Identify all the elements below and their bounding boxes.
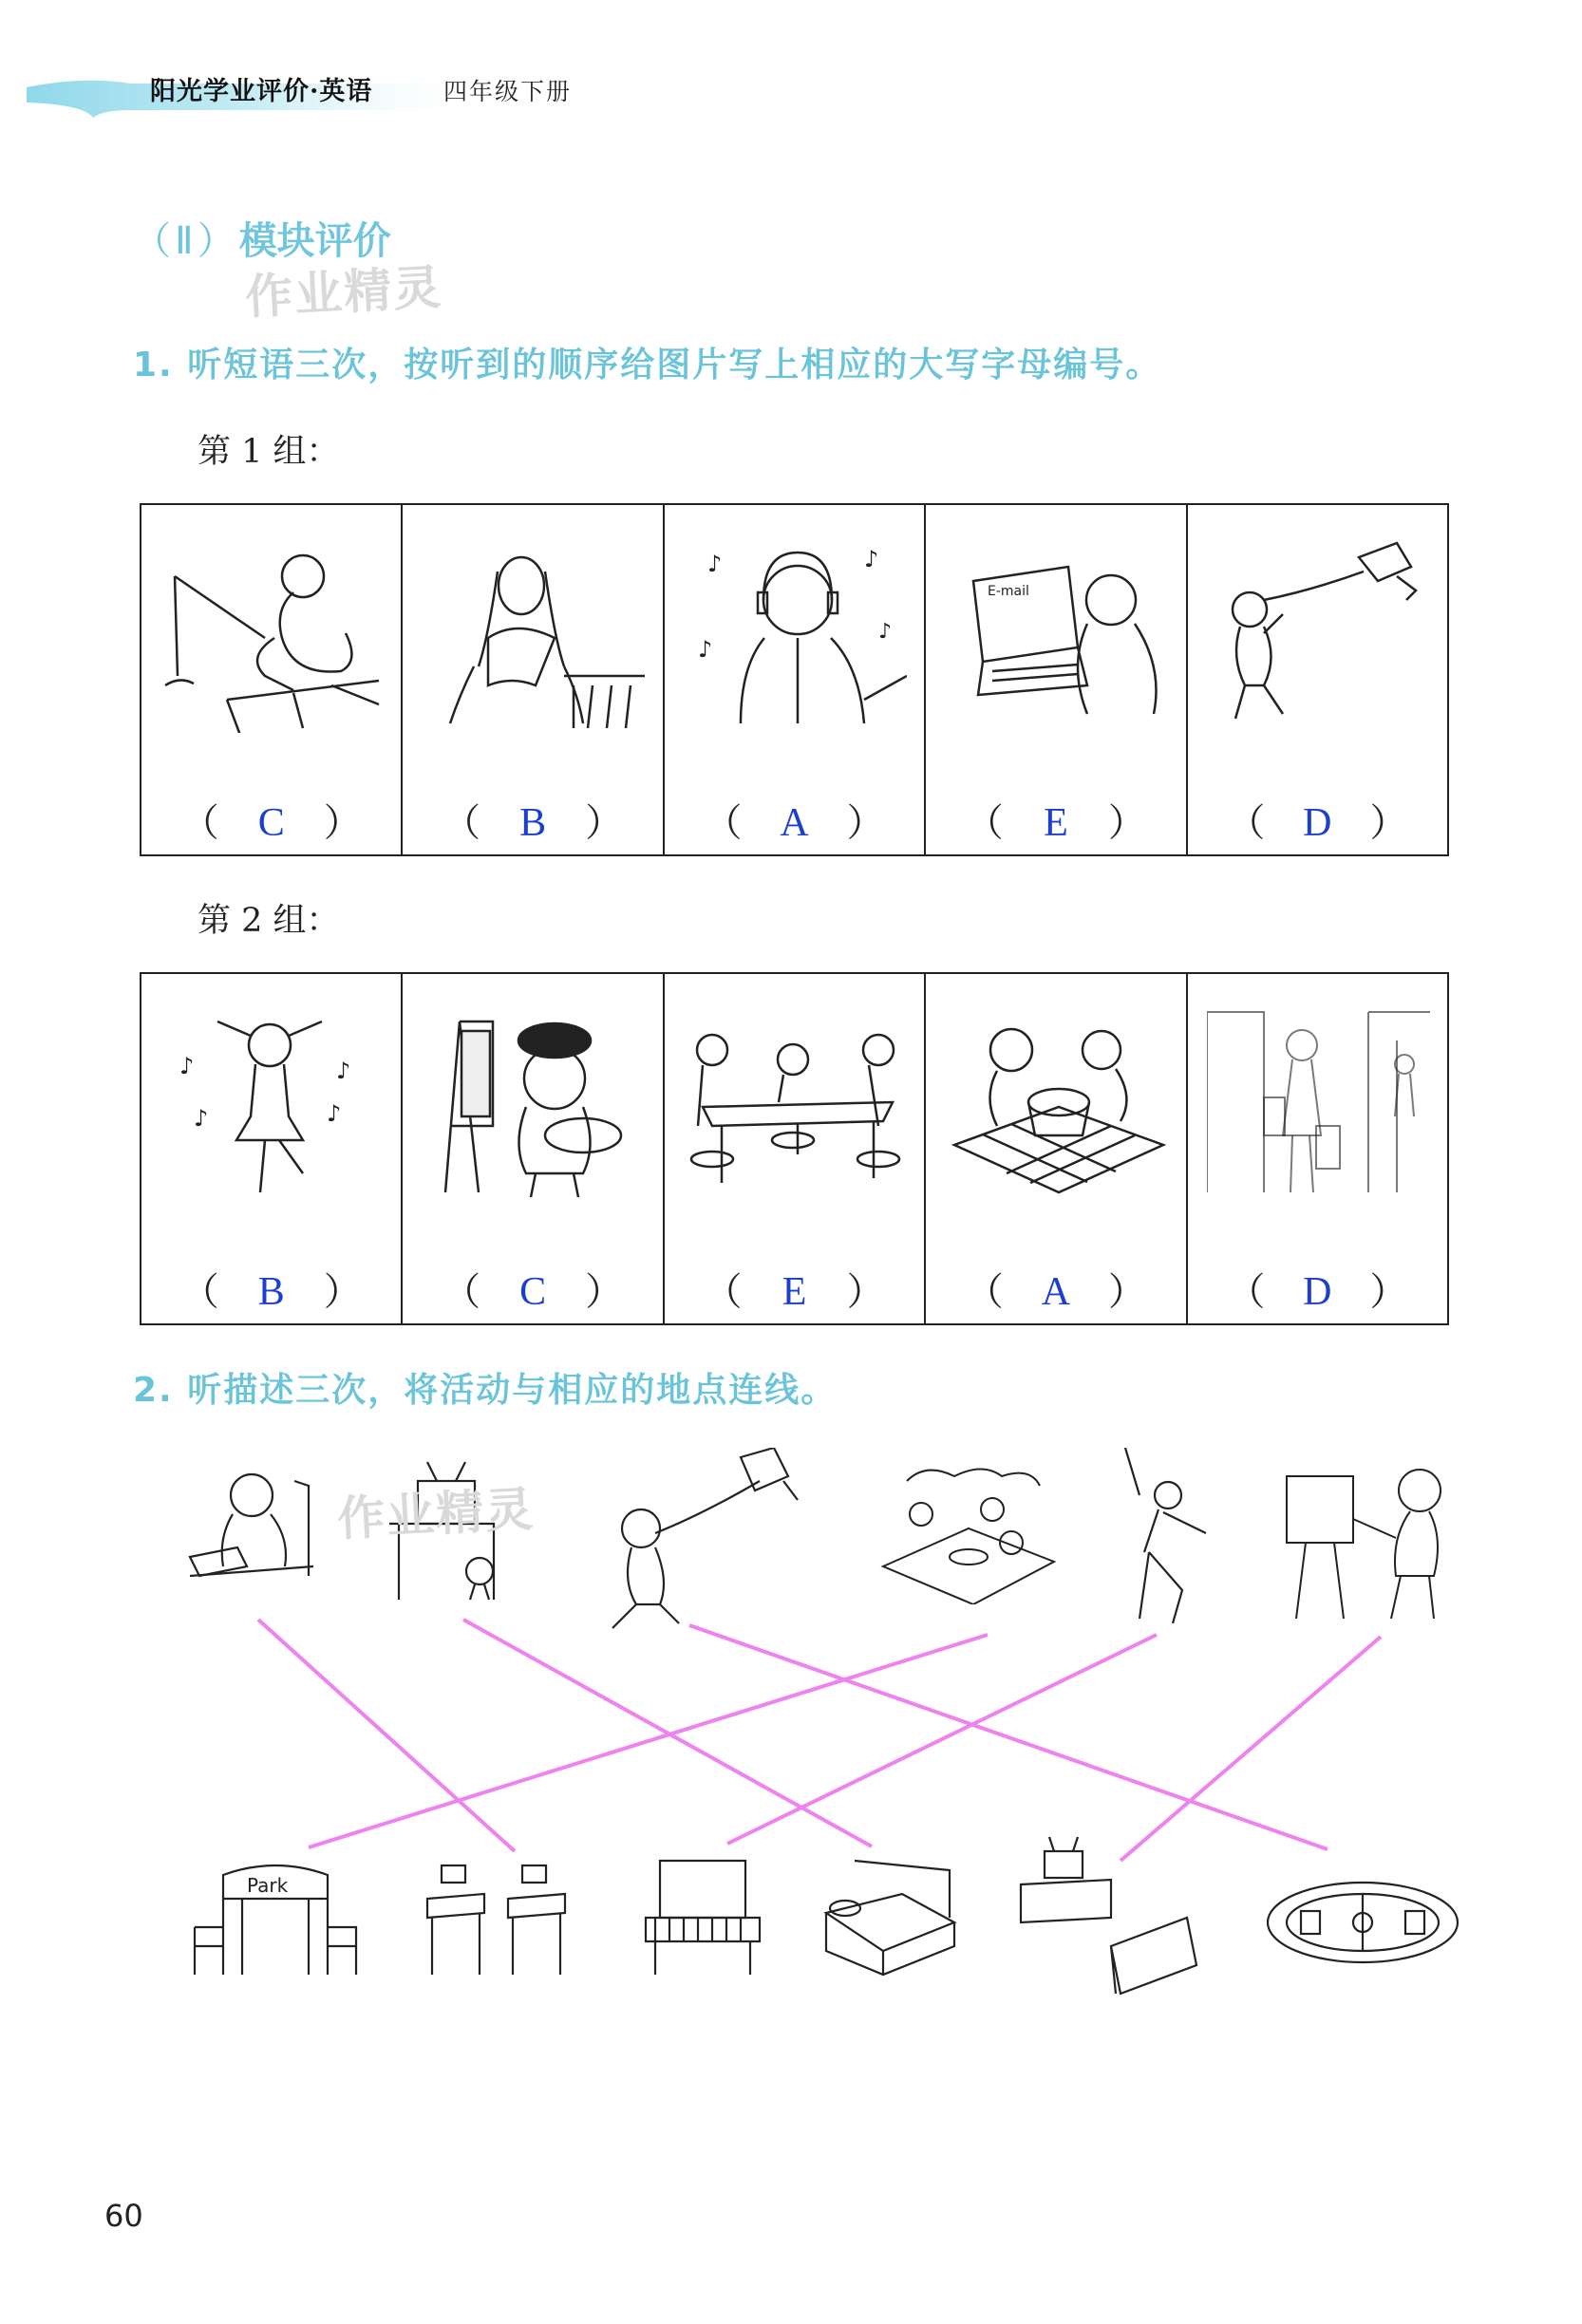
flying-kite-activity-icon[interactable] xyxy=(598,1448,807,1633)
answer-letter: A xyxy=(780,801,809,845)
answer-letter: D xyxy=(1303,1270,1332,1314)
answer-blank[interactable] xyxy=(403,793,662,847)
park-place-icon[interactable] xyxy=(190,1856,361,1979)
match-line-homework-classroom xyxy=(258,1620,515,1851)
paren-close: ） xyxy=(1107,1270,1146,1314)
paren-close: ） xyxy=(585,801,624,845)
paren-close: ） xyxy=(1369,801,1408,845)
paren-open: （ xyxy=(180,801,219,845)
group-1-cell-5 xyxy=(1188,505,1447,854)
group-2-cell-3 xyxy=(665,974,926,1323)
group-1-panel xyxy=(140,503,1449,856)
flying-kite-picture-icon xyxy=(1207,534,1430,733)
answer-blank[interactable] xyxy=(1188,1262,1447,1316)
svg-text:♪: ♪ xyxy=(336,1058,351,1084)
paren-close: ） xyxy=(585,1270,624,1314)
book-title: 阳光学业评价·英语 xyxy=(150,77,373,106)
answer-blank[interactable] xyxy=(141,1262,401,1316)
music-room-place-icon[interactable] xyxy=(641,1851,764,1979)
answer-blank[interactable] xyxy=(665,1262,924,1316)
grade-label: 四年级下册 xyxy=(443,78,573,105)
shopping-picture-icon xyxy=(1207,1003,1430,1202)
svg-text:♪: ♪ xyxy=(863,546,879,572)
answer-letter: D xyxy=(1303,801,1332,845)
answer-letter: C xyxy=(257,801,285,845)
fishing-picture-icon xyxy=(160,534,384,733)
group-2-cell-1 xyxy=(141,974,403,1323)
answer-blank[interactable] xyxy=(926,1262,1185,1316)
painting-activity-icon[interactable] xyxy=(1277,1462,1458,1619)
listening-music-picture-icon xyxy=(684,534,907,733)
bedroom-place-icon[interactable] xyxy=(817,1856,959,1979)
paren-close: ） xyxy=(846,1270,885,1314)
group-2-cell-4 xyxy=(926,974,1187,1323)
answer-blank[interactable] xyxy=(1188,793,1447,847)
svg-text:♪: ♪ xyxy=(706,551,723,577)
paren-open: （ xyxy=(180,1270,219,1314)
answer-blank[interactable] xyxy=(665,793,924,847)
group-2-label: 第 2 组： xyxy=(198,902,340,940)
paren-close: ） xyxy=(1369,1270,1408,1314)
watermark: 作业精灵 xyxy=(243,259,444,326)
picnic-activity-icon[interactable] xyxy=(878,1462,1059,1604)
page-number: 60 xyxy=(104,2198,143,2234)
group-1-label: 第 1 组： xyxy=(198,433,340,471)
group-2-cell-5 xyxy=(1188,974,1447,1323)
paren-open: （ xyxy=(1227,1270,1266,1314)
svg-text:♪: ♪ xyxy=(697,636,713,663)
playground-place-icon[interactable] xyxy=(1263,1875,1462,1970)
park-sign-text: Park xyxy=(247,1874,289,1897)
classroom-place-icon[interactable] xyxy=(418,1861,589,1979)
answer-blank[interactable] xyxy=(141,793,401,847)
answer-letter: A xyxy=(1041,1270,1071,1314)
question-2-prompt: 2. 听描述三次，将活动与相应的地点连线。 xyxy=(133,1371,838,1410)
dancing-picture-icon xyxy=(160,1003,384,1202)
dancing-activity-icon[interactable] xyxy=(1106,1448,1220,1628)
group-1-cell-2 xyxy=(403,505,664,854)
answer-blank[interactable] xyxy=(403,1262,662,1316)
painting-picture-icon xyxy=(422,1003,645,1202)
svg-text:♪: ♪ xyxy=(327,1100,342,1127)
paren-close: ） xyxy=(323,1270,362,1314)
svg-text:E-mail: E-mail xyxy=(988,584,1030,599)
paren-open: （ xyxy=(965,1270,1004,1314)
paren-open: （ xyxy=(443,1270,481,1314)
match-line-tv-bedroom xyxy=(463,1620,872,1846)
sending-email-picture-icon xyxy=(945,534,1168,733)
homework-activity-icon[interactable] xyxy=(180,1462,323,1604)
group-2-cell-2 xyxy=(403,974,664,1323)
paren-open: （ xyxy=(1227,801,1266,845)
match-line-kite-playground xyxy=(689,1625,1328,1849)
svg-text:♪: ♪ xyxy=(194,1105,209,1132)
paren-open: （ xyxy=(704,1270,743,1314)
picnic-picture-icon xyxy=(945,1003,1168,1202)
paren-open: （ xyxy=(704,801,743,845)
match-line-painting-livingroom xyxy=(1121,1637,1381,1861)
group-1-cell-1 xyxy=(141,505,403,854)
paren-open: （ xyxy=(965,801,1004,845)
section-title-text: 模块评价 xyxy=(238,219,391,263)
section-marker: （Ⅱ） xyxy=(133,219,239,263)
reading-book-picture-icon xyxy=(422,534,645,733)
watermark: 作业精灵 xyxy=(335,1481,537,1547)
answer-blank[interactable] xyxy=(926,793,1185,847)
answer-letter: B xyxy=(257,1270,285,1314)
svg-text:♪: ♪ xyxy=(179,1053,195,1079)
paren-close: ） xyxy=(323,801,362,845)
match-line-dancing-musicroom xyxy=(727,1635,1157,1844)
answer-letter: E xyxy=(782,1270,807,1314)
answer-letter: E xyxy=(1044,801,1068,845)
question-1-prompt: 1. 听短语三次，按听到的顺序给图片写上相应的大写字母编号。 xyxy=(133,346,1162,384)
eating-dinner-picture-icon xyxy=(684,1003,907,1202)
group-1-cell-4 xyxy=(926,505,1187,854)
living-room-place-icon[interactable] xyxy=(1016,1832,1201,1998)
group-2-panel xyxy=(140,972,1449,1325)
paren-close: ） xyxy=(1107,801,1146,845)
paren-open: （ xyxy=(443,801,481,845)
group-1-cell-3 xyxy=(665,505,926,854)
answer-letter: C xyxy=(519,1270,547,1314)
match-line-picnic-park xyxy=(309,1635,988,1847)
paren-close: ） xyxy=(846,801,885,845)
answer-letter: B xyxy=(519,801,547,845)
svg-text:♪: ♪ xyxy=(877,620,892,644)
